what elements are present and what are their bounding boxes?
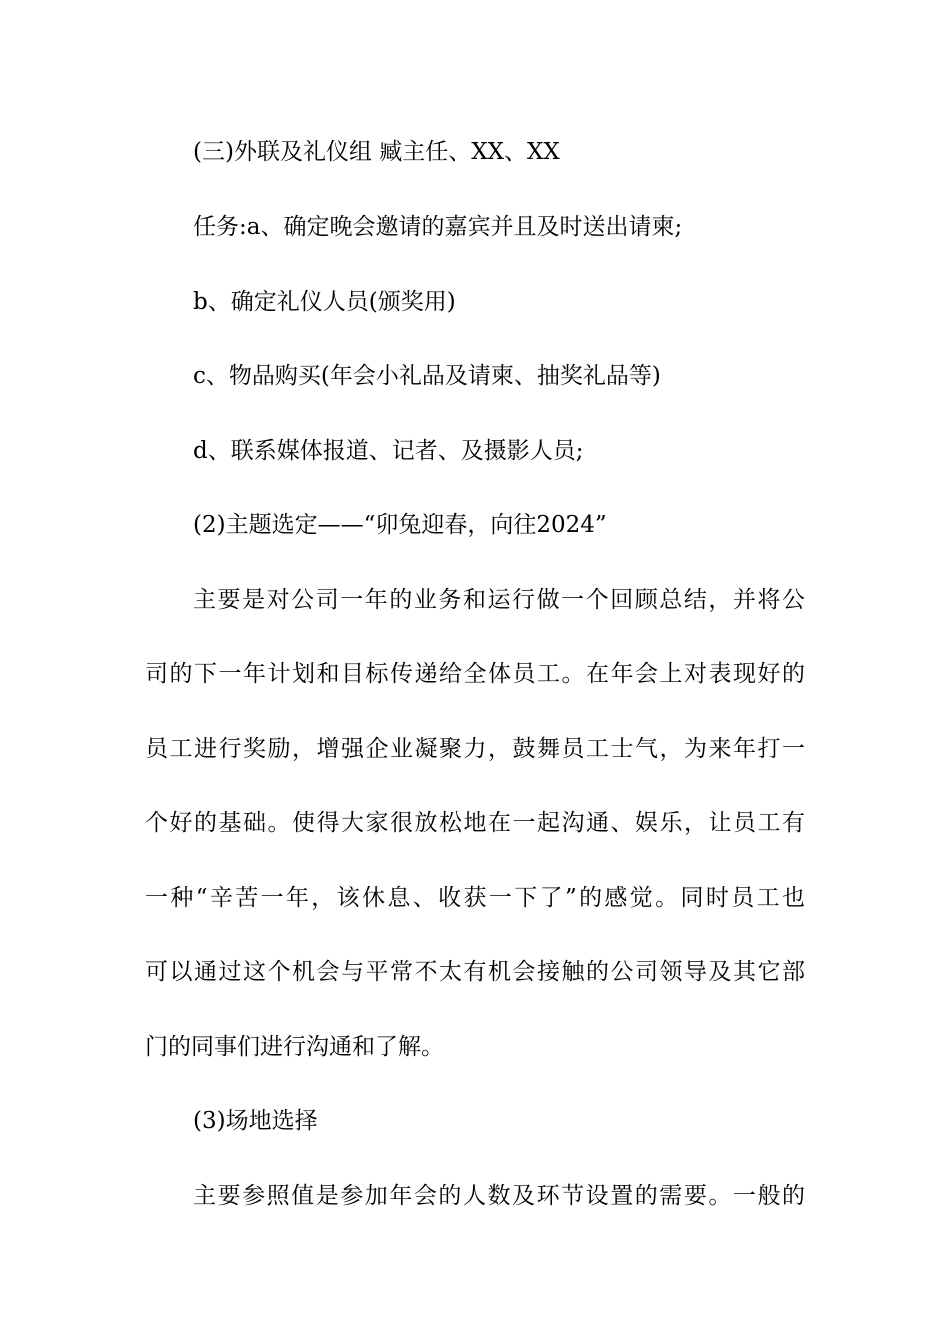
- task-item-a: 任务:a、确定晚会邀请的嘉宾并且及时送出请柬;: [193, 214, 683, 240]
- paragraph-line: 个好的基础。使得大家很放松地在一起沟通、娱乐，让员工有: [145, 810, 805, 836]
- section-heading-theme: (2)主题选定——“卯兔迎春，向往2024”: [193, 512, 607, 538]
- task-item-c: c、物品购买(年会小礼品及请柬、抽奖礼品等): [193, 363, 661, 389]
- section-heading-venue: (3)场地选择: [193, 1108, 318, 1134]
- task-item-d: d、联系媒体报道、记者、及摄影人员;: [193, 438, 584, 464]
- paragraph-line: 主要是对公司一年的业务和运行做一个回顾总结，并将公: [193, 587, 805, 613]
- paragraph-line: 可以通过这个机会与平常不太有机会接触的公司领导及其它部: [145, 959, 805, 985]
- paragraph-line: 门的同事们进行沟通和了解。: [145, 1034, 444, 1060]
- task-item-b: b、确定礼仪人员(颁奖用): [193, 289, 456, 315]
- paragraph-line: 一种“辛苦一年，该休息、收获一下了”的感觉。同时员工也: [145, 885, 805, 911]
- paragraph-line: 司的下一年计划和目标传递给全体员工。在年会上对表现好的: [145, 661, 805, 687]
- section-heading-external-etiquette: (三)外联及礼仪组 臧主任、XX、XX: [193, 139, 560, 165]
- paragraph-line: 主要参照值是参加年会的人数及环节设置的需要。一般的: [193, 1183, 805, 1209]
- paragraph-line: 员工进行奖励，增强企业凝聚力，鼓舞员工士气，为来年打一: [145, 736, 805, 762]
